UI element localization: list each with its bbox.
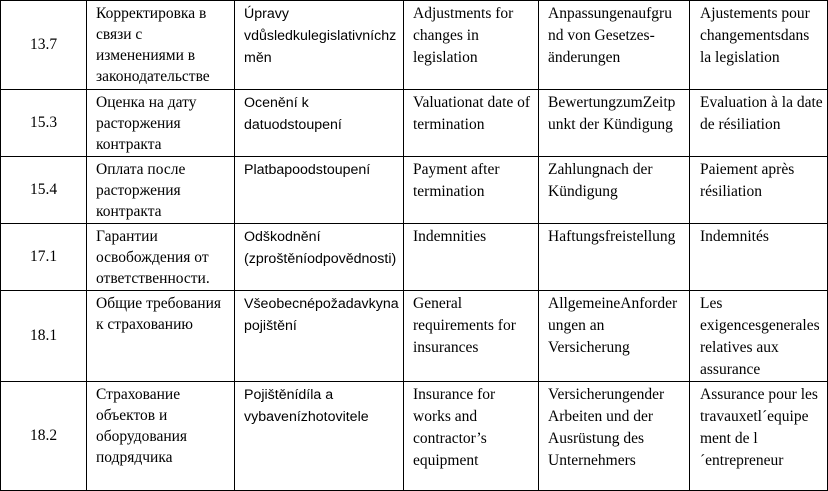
- table-row: [1, 1, 828, 90]
- term-german: Zahlungnach der Kündigung: [539, 157, 690, 224]
- term-german: Anpassungenaufgru nd von Gesetzes-änderungen: [539, 1, 690, 90]
- term-russian: Гарантии освобождения от ответственности.: [87, 224, 235, 291]
- term-czech: Všeobecnépožadavkyna pojištění: [235, 291, 404, 382]
- term-czech: Úpravy vdůsledkulegislativníchz měn: [235, 1, 404, 90]
- term-french: Paiement après résiliation: [690, 157, 828, 224]
- term-french: Ajustements pour changementsdans la legislation: [690, 1, 828, 90]
- clause-number: 13.7: [1, 1, 87, 90]
- term-english: Adjustments for changes in legislation: [404, 1, 539, 90]
- clause-number: 17.1: [1, 224, 87, 291]
- term-czech: Pojištěnídíla a vybavenízhotovitele: [235, 382, 404, 491]
- term-french: Indemnités: [690, 224, 828, 291]
- term-english: General requirements for insurances: [404, 291, 539, 382]
- clause-number: 18.2: [1, 382, 87, 491]
- table-row: [1, 382, 828, 491]
- term-german: BewertungzumZeitp unkt der Kündigung: [539, 90, 690, 157]
- term-russian: Оценка на дату расторжения контракта: [87, 90, 235, 157]
- clause-number: 15.4: [1, 157, 87, 224]
- term-french: Assurance pour les travauxetl´equipe ment de l´entrepreneur: [690, 382, 828, 491]
- term-german: Versicherungender Arbeiten und der Ausrüstung des Unternehmers: [539, 382, 690, 491]
- table-row: [1, 157, 828, 224]
- table-row: [1, 224, 828, 291]
- term-czech: Platbapoodstoupení: [235, 157, 404, 224]
- term-czech: Odškodnění (zproštěníodpovědnosti): [235, 224, 404, 291]
- term-german: AllgemeineAnforder ungen an Versicherung: [539, 291, 690, 382]
- term-russian: Оплата после расторжения контракта: [87, 157, 235, 224]
- term-english: Insurance for works and contractor’s equipment: [404, 382, 539, 491]
- table-row: [1, 291, 828, 382]
- term-french: Les exigencesgenerales relatives aux assurance: [690, 291, 828, 382]
- clause-number: 15.3: [1, 90, 87, 157]
- table-row: [1, 90, 828, 157]
- term-english: Payment after termination: [404, 157, 539, 224]
- term-czech: Ocenění k datuodstoupení: [235, 90, 404, 157]
- term-english: Valuationat date of termination: [404, 90, 539, 157]
- term-german: Haftungsfreistellung: [539, 224, 690, 291]
- term-russian: Корректировка в связи с изменениями в законодательстве: [87, 1, 235, 90]
- term-french: Evaluation à la date de résiliation: [690, 90, 828, 157]
- clause-number: 18.1: [1, 291, 87, 382]
- term-russian: Страхование объектов и оборудования подрядчика: [87, 382, 235, 491]
- term-russian: Общие требования к страхованию: [87, 291, 235, 382]
- term-english: Indemnities: [404, 224, 539, 291]
